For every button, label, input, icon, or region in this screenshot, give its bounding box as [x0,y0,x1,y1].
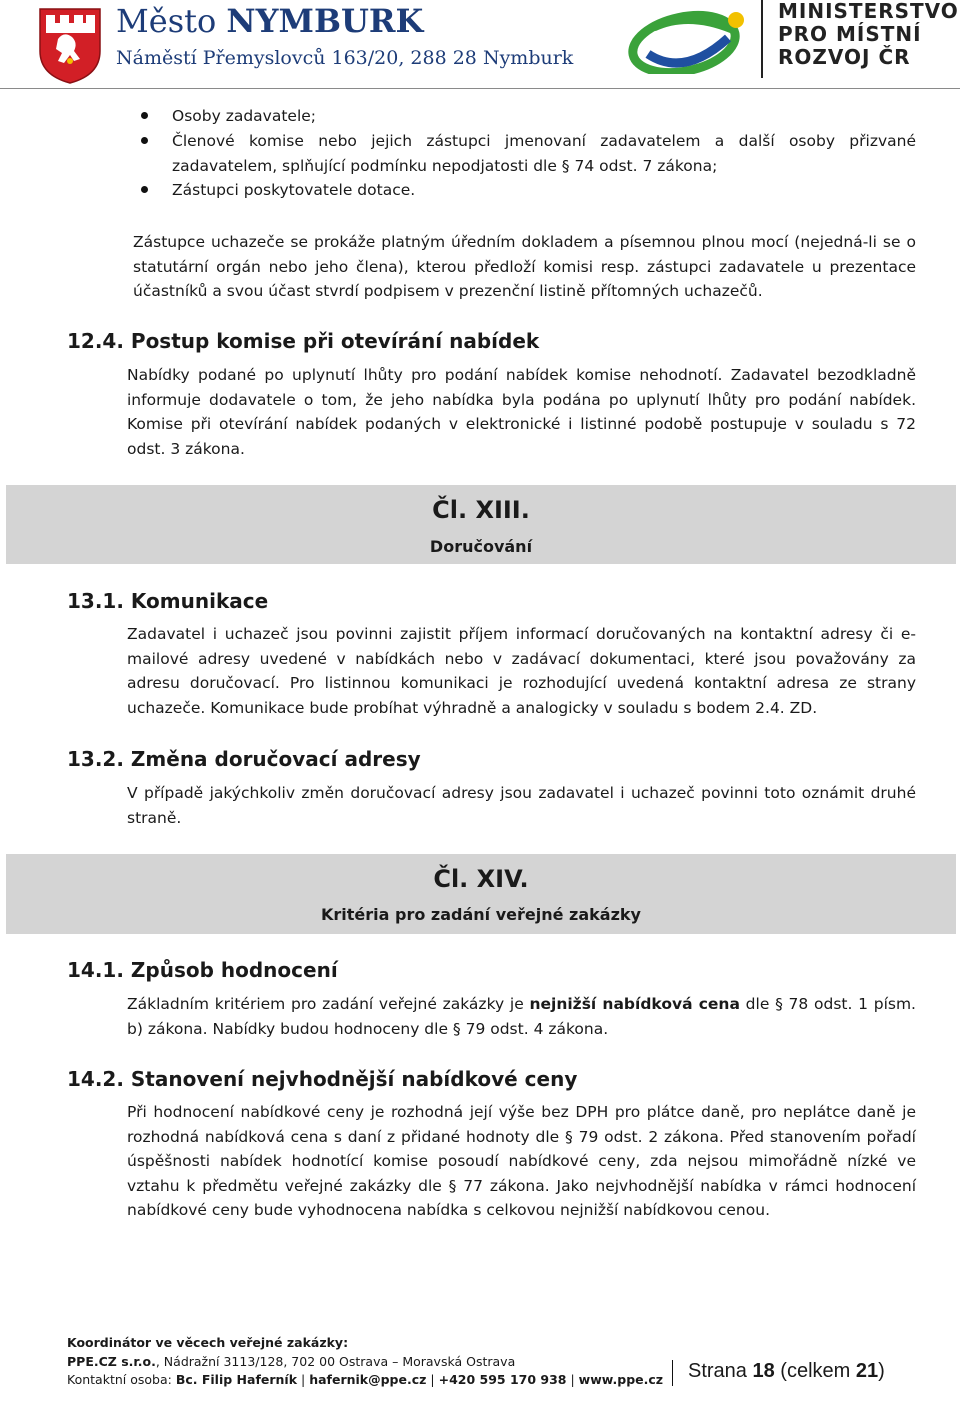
page-number: Strana 18 (celkem 21) [688,1360,885,1382]
footer-web: www.ppe.cz [578,1372,664,1387]
article-subtitle-xiv: Kritéria pro zadání veřejné zakázky [321,905,641,924]
footer-coordinator-label: Koordinátor ve věcech veřejné zakázky: [67,1335,349,1350]
section-text-13-1: Zadavatel i uchazeč jsou povinni zajistit příjem informací doručovaných na kontaktní adresy či e-mailové adresy uvedené v nabídkách nebo v zadávací dokumentaci, které jsou považovány za adresu doručovací. Pro listinnou komunikaci je rozhodující uvedená kontaktní adresa ze strany uchazeče. Komunikace bude probíhat výhradně a analogicky v souladu s bodem 2.4. ZD. [127,625,916,717]
nymburk-coat-of-arms [38,5,102,85]
article-subtitle-xiii: Doručování [429,537,533,556]
footer-contact-name: Bc. Filip Haferník [175,1372,298,1387]
paragraph-representatives: Zástupce uchazeče se prokáže platným úředním dokladem a písemnou plnou mocí (nejedná-li se o statutární orgán nebo jeho člena), kterou předloží komisi resp. zástupci zadavatele u prezentace účastníků a svou účast stvrdí podpisem v prezenční listině přítomných uchazečů. [133,233,916,301]
section-heading-13-2: 13.2. Změna doručovací adresy [67,747,421,771]
section-text-12-4: Nabídky podané po uplynutí lhůty pro podání nabídek komise nehodnotí. Zadavatel bezodkladně informuje dodavatele o tom, že jeho nabídka byla podána po uplynutí lhůty pro podání nabídek. Komise při otevírání nabídek podaných v elektronické i listinné podobě postupuje v souladu s 72 odst. 3 zákona. [127,366,916,458]
section-heading-14-2: 14.2. Stanovení nejvhodnější nabídkové ceny [67,1067,578,1091]
bullet-item: Členové komise nebo jejich zástupci jmenovaní zadavatelem a další osoby přizvané zadavatelem, splňující podmínku nepodjatosti dle § 74 odst. 7 zákona; [172,132,916,175]
section-heading-14-1: 14.1. Způsob hodnocení [67,958,338,982]
footer-email: hafernik@ppe.cz [309,1372,427,1387]
footer-company-line: PPE.CZ s.r.o., Nádražní 3113/128, 702 00 Ostrava – Moravská Ostrava [67,1354,516,1369]
section-heading-12-4: 12.4. Postup komise při otevírání nabídek [67,329,540,353]
bullet-dot [141,186,148,193]
bullet-item: Osoby zadavatele; [172,107,317,125]
section-text-14-1: Základním kritériem pro zadání veřejné zakázky je nejnižší nabídková cena dle § 78 odst. 1 písm. b) zákona. Nabídky budou hodnoceny dle § 79 odst. 4 zákona. [127,995,916,1038]
article-title-xiv: Čl. XIV. [433,865,529,893]
bullet-item: Zástupci poskytovatele dotace. [172,181,416,199]
section-text-14-2: Při hodnocení nabídkové ceny je rozhodná její výše bez DPH pro plátce daně, pro neplátce daně je rozhodná nabídková cena s daní z přidané hodnoty dle § 79 odst. 2 zákona. Před stanovením pořadí úspěšnosti nabídek hodnotící komise posoudí nabídkové ceny, zda nejsou mimořádně nízké ve vztahu k předmětu veřejné zakázky dle § 77 zákona. Jako nejvhodnější nabídka v rámci hodnocení nabídkové ceny bude vyhodnocena nabídka s celkovou nejnižší nabídkovou cenou. [127,1103,916,1220]
ministry-logo-icon [628,8,752,74]
footer-contact-line: Kontaktní osoba: Bc. Filip Haferník | hafernik@ppe.cz | +420 595 170 938 | www.ppe.cz [67,1372,664,1387]
emphasis-lowest-price: nejnižší nabídková cena [529,995,740,1013]
section-text-13-2: V případě jakýchkoliv změn doručovací adresy jsou zadavatel i uchazeč povinni toto oznámit druhé straně. [127,784,916,827]
footer-phone: +420 595 170 938 [438,1372,567,1387]
ministry-name: MINISTERSTVO PRO MÍSTNÍ ROZVOJ ČR [778,0,959,69]
town-address: Náměstí Přemyslovců 163/20, 288 28 Nymburk [116,47,574,69]
town-title: Město NYMBURK [116,2,424,40]
ministry-divider [761,0,763,78]
section-heading-13-1: 13.1. Komunikace [67,589,269,613]
article-title-xiii: Čl. XIII. [432,496,530,524]
bullet-dot [141,137,148,144]
header-rule [0,88,960,89]
page-number-divider [672,1360,673,1386]
bullet-dot [141,112,148,119]
